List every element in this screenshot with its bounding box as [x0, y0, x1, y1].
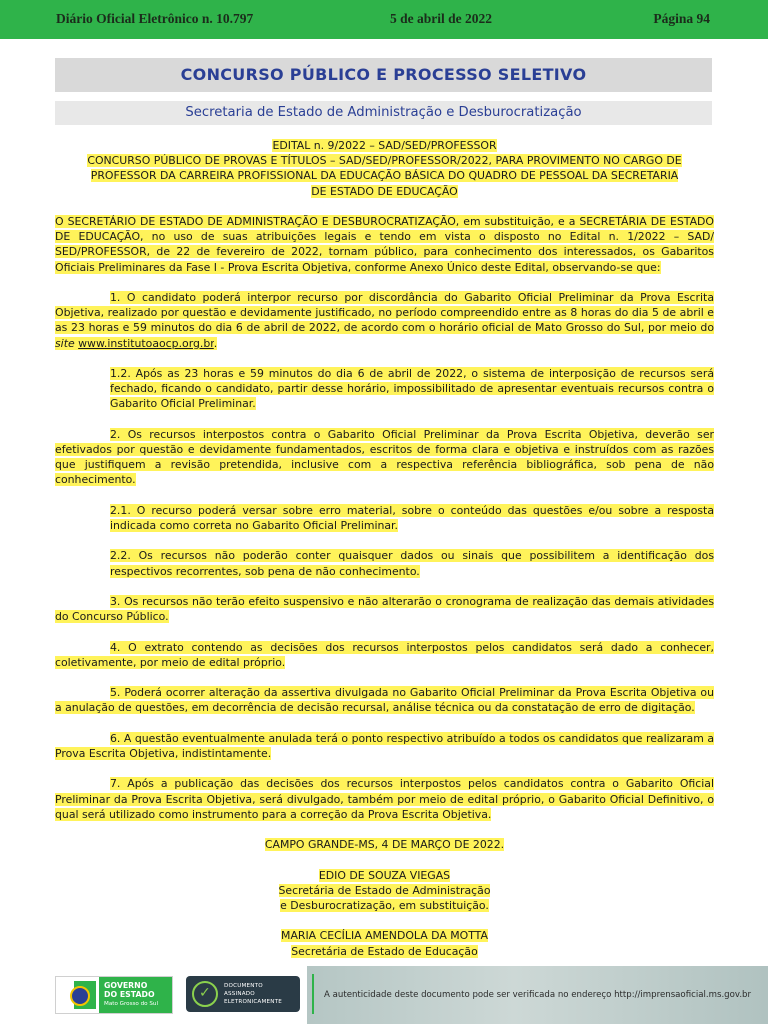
signed-document-line-3: ELETRONICAMENTE	[224, 999, 282, 1005]
authenticity-note: A autenticidade deste documento pode ser verificada no endereço http://imprensaoficial.ms.gov.br	[324, 990, 752, 1000]
signatory-1-role-line-1: Secretária de Estado de Administração	[278, 883, 491, 897]
government-label-line-2: DO ESTADO	[104, 990, 155, 999]
section-title: CONCURSO PÚBLICO E PROCESSO SELETIVO	[55, 58, 712, 92]
paragraph-1-end: .	[213, 336, 218, 350]
signed-document-line-1: DOCUMENTO	[224, 983, 263, 989]
gazette-date: 5 de abril de 2022	[390, 11, 493, 26]
checkmark-seal-icon: ✓	[192, 981, 218, 1007]
paragraph-2-1: 2.1. O recurso poderá versar sobre erro material, sobre o conteúdo das questões e/ou sobre a resposta indicada como correta no Gabarito Oficial Preliminar.	[110, 503, 714, 532]
government-label-line-3: Mato Grosso do Sul	[104, 1001, 159, 1007]
edital-title: EDITAL n. 9/2022 – SAD/SED/PROFESSOR	[272, 139, 497, 152]
state-flag-icon	[60, 981, 96, 1009]
paragraph-2-2: 2.2. Os recursos não poderão conter quaisquer dados ou sinais que possibilitem a identificação dos respectivos recorrentes, sob pena de não conhecimento.	[110, 549, 714, 578]
signatory-2-role: Secretária de Estado de Educação	[291, 944, 478, 958]
paragraph-5: 5. Poderá ocorrer alteração da assertiva divulgada no Gabarito Oficial Preliminar da Prova Escrita Objetiva ou a anulação de questões, em decorrência de decisão recursal, análise técnica ou da constatação de erro de digitação.	[55, 686, 714, 715]
institutoaocp-link[interactable]: www.institutoaocp.org.br	[78, 336, 214, 350]
government-logo	[55, 976, 173, 1014]
signed-document-line-2: ASSINADO	[224, 991, 255, 997]
edital-subtitle-line-2: PROFESSOR DA CARREIRA PROFISSIONAL DA EDUCAÇÃO BÁSICA DO QUADRO DE PESSOAL DA SECRETARIA	[90, 169, 679, 183]
government-label-box	[99, 977, 172, 1013]
paragraph-4: 4. O extrato contendo as decisões dos recursos interpostos pelos candidatos será dado a conhecer, coletivamente, por meio de edital próprio.	[55, 640, 714, 669]
paragraph-1-2: 1.2. Após as 23 horas e 59 minutos do dia 6 de abril de 2022, o sistema de interposição de recursos será fechado, ficando o candidato, partir desse horário, impossibilitado de apresentar eventuais recursos contra o Gabarito Oficial Preliminar.	[110, 367, 714, 411]
paragraph-1	[55, 290, 714, 351]
footer-divider	[312, 974, 314, 1014]
signed-document-text	[224, 982, 282, 1006]
section-subtitle: Secretaria de Estado de Administração e Desburocratização	[55, 101, 712, 125]
paragraph-2: 2. Os recursos interpostos contra o Gabarito Oficial Preliminar da Prova Escrita Objetiva, deverão ser efetivados por questão e devidamente fundamentados, escritos de forma clara e objetiva e instruídos com as razões que justifiquem a revisão pretendida, inclusive com a respectiva referência bibliográfica, sob pena de não conhecimento.	[55, 427, 714, 487]
edital-subtitle-line-3: DE ESTADO DE EDUCAÇÃO	[311, 184, 458, 198]
place-date: CAMPO GRANDE-MS, 4 DE MARÇO DE 2022.	[264, 838, 505, 852]
paragraph-7: 7. Após a publicação das decisões dos recursos interpostos pelos candidatos contra o Gabarito Oficial Preliminar da Prova Escrita Objetiva, será divulgado, também por meio de edital próprio, o Gabarito Oficial Definitivo, o qual será utilizado como instrumento para a correção da Prova Escrita Objetiva.	[55, 777, 714, 821]
signatory-1-role-line-2: e Desburocratização, em substituição.	[280, 898, 489, 912]
document-body	[55, 138, 714, 959]
page-number: Página 94	[653, 11, 710, 26]
paragraph-1-text: 1. O candidato poderá interpor recurso por discordância do Gabarito Oficial Preliminar da Prova Escrita Objetiva, realizado por questão e devidamente justificado, no período compreendido entre as 8 horas do dia 5 de abril e as 23 horas e 59 minutos do dia 6 de abril de 2022, de acordo com o horário oficial de Mato Grosso do Sul, por meio do	[55, 291, 714, 335]
footer	[0, 966, 768, 1024]
paragraph-6: 6. A questão eventualmente anulada terá o ponto respectivo atribuído a todos os candidatos que realizaram a Prova Escrita Objetiva, indistintamente.	[55, 731, 714, 760]
paragraph-1-site-word: site	[55, 336, 75, 350]
signed-document-badge	[186, 976, 300, 1012]
signatory-1-name: EDIO DE SOUZA VIEGAS	[318, 868, 451, 882]
government-label-line-1: GOVERNO	[104, 981, 148, 990]
gazette-edition: Diário Oficial Eletrônico n. 10.797	[56, 11, 254, 26]
intro-paragraph: O SECRETÁRIO DE ESTADO DE ADMINISTRAÇÃO E DESBUROCRATIZAÇÃO, em substituição, e a SECRETÁRIA DE ESTADO DE EDUCAÇÃO, no uso de suas atribuições legais e tendo em vista o disposto no Edital n. 1/2022 – SAD/ SED/PROFESSOR, de 22 de fevereiro de 2022, tornam público, para conhecimento dos interessados, os Gabaritos Oficiais Preliminares da Fase I - Prova Escrita Objetiva, conforme Anexo Único deste Edital, observando-se que:	[55, 215, 714, 274]
signatory-2-name: MARIA CECÍLIA AMENDOLA DA MOTTA	[281, 929, 488, 943]
header-bar	[0, 0, 768, 39]
edital-subtitle-line-1: CONCURSO PÚBLICO DE PROVAS E TÍTULOS – SAD/SED/PROFESSOR/2022, PARA PROVIMENTO NO CARGO DE	[87, 154, 682, 168]
paragraph-3: 3. Os recursos não terão efeito suspensivo e não alterarão o cronograma de realização das demais atividades do Concurso Público.	[55, 594, 714, 624]
